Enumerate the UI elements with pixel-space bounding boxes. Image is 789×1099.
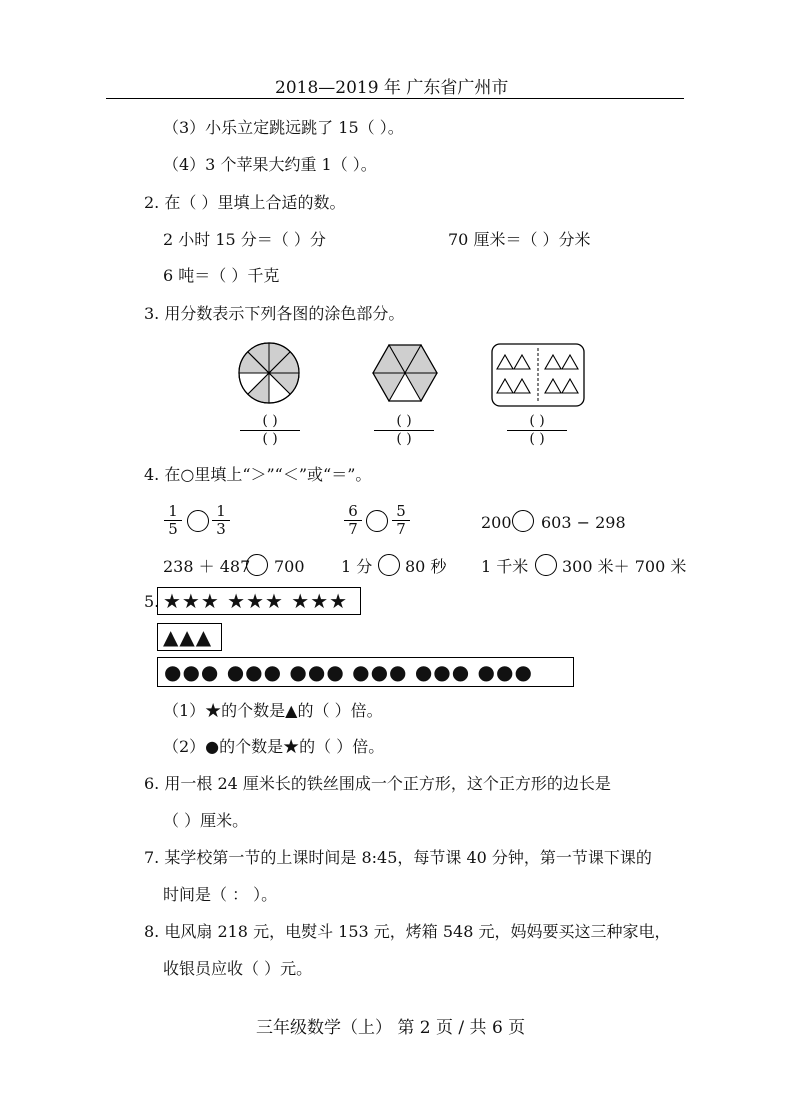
q4-row2-left-2: 1 分 [341, 557, 373, 576]
q8-line-1: 8. 电风扇 218 元，电熨斗 153 元，烤箱 548 元，妈妈要买这三种家电， [144, 922, 671, 941]
fraction-numerator: 5 [392, 503, 410, 521]
stars-group: ★★★ ★★★ ★★★ [163, 589, 349, 613]
q1-part-4: （4）3 个苹果大约重 1（ ）。 [163, 155, 377, 174]
shaded-hexagon-figure [370, 340, 440, 406]
q4-row2-right-2: 80 秒 [405, 557, 447, 576]
fraction-denominator: 5 [168, 520, 178, 538]
circles-group: ●●● ●●● ●●● ●●● ●●● ●●● [164, 660, 533, 684]
fraction-numerator: 1 [212, 503, 230, 521]
q2-title: 2. 在（ ）里填上合适的数。 [144, 193, 346, 212]
page-header-title: 2018—2019 年 广东省广州市 [275, 78, 509, 98]
q3-answer-2-numerator[interactable]: ( ) [374, 413, 434, 431]
compare-circle[interactable] [366, 510, 388, 532]
shaded-circle-figure [236, 340, 302, 406]
q4-row2-left-1: 238 ＋ 487 [163, 557, 251, 576]
fraction-numerator: 1 [164, 503, 182, 521]
fraction-1-5 [164, 503, 182, 538]
compare-circle[interactable] [378, 554, 400, 576]
fraction-1-3 [212, 503, 230, 538]
q3-title: 3. 用分数表示下列各图的涂色部分。 [144, 304, 405, 323]
fraction-5-7 [392, 503, 410, 538]
q5-part-2: （2）●的个数是★的（ ）倍。 [163, 737, 385, 756]
q3-answer-1-numerator[interactable]: ( ) [240, 413, 300, 431]
fraction-denominator: 7 [396, 520, 406, 538]
q1-part-3: （3）小乐立定跳远跳了 15（ ）。 [163, 118, 404, 137]
triangles-box-figure [491, 343, 585, 407]
q2-item-1: 2 小时 15 分＝（ ）分 [163, 230, 326, 249]
q2-item-2: 70 厘米＝（ ）分米 [448, 230, 591, 249]
q3-answer-3-numerator[interactable]: ( ) [507, 413, 567, 431]
triangles-group: ▲▲▲ [163, 625, 213, 649]
q7-line-1: 7. 某学校第一节的上课时间是 8:45，每节课 40 分钟，第一节课下课的 [144, 848, 652, 867]
fraction-denominator: 3 [216, 520, 226, 538]
fraction-numerator: 6 [344, 503, 362, 521]
q6-line-1: 6. 用一根 24 厘米长的铁丝围成一个正方形，这个正方形的边长是 [144, 774, 611, 793]
q3-answer-fraction-3[interactable] [507, 413, 567, 448]
q5-part-1: （1）★的个数是▲的（ ）倍。 [163, 701, 383, 720]
compare-circle[interactable] [535, 554, 557, 576]
q8-line-2: 收银员应收（ ）元。 [163, 959, 313, 978]
q3-answer-3-denominator[interactable]: ( ) [529, 431, 545, 447]
compare-circle[interactable] [187, 510, 209, 532]
header-rule [106, 98, 684, 99]
q2-item-3: 6 吨＝（ ）千克 [163, 266, 280, 285]
q5-number: 5. [144, 592, 160, 611]
q3-answer-fraction-2[interactable] [374, 413, 434, 448]
q3-answer-1-denominator[interactable]: ( ) [262, 431, 278, 447]
q4-title: 4. 在○里填上“＞”“＜”或“＝”。 [144, 465, 372, 484]
q4-row2-right-3: 300 米＋ 700 米 [562, 557, 687, 576]
q4-row2-right-1: 700 [274, 557, 305, 576]
q7-line-2: 时间是（ ： ）。 [163, 885, 278, 904]
compare-circle[interactable] [246, 554, 268, 576]
fraction-6-7 [344, 503, 362, 538]
q4-row2-left-3: 1 千米 [481, 557, 529, 576]
q4-expr3-left: 200 [481, 513, 512, 532]
q6-line-2: （ ）厘米。 [163, 811, 249, 830]
compare-circle[interactable] [512, 510, 534, 532]
fraction-denominator: 7 [348, 520, 358, 538]
q4-expr3-right: 603 − 298 [541, 513, 626, 532]
q3-answer-2-denominator[interactable]: ( ) [396, 431, 412, 447]
q3-answer-fraction-1[interactable] [240, 413, 300, 448]
page-footer: 三年级数学（上） 第 2 页 / 共 6 页 [256, 1018, 526, 1038]
